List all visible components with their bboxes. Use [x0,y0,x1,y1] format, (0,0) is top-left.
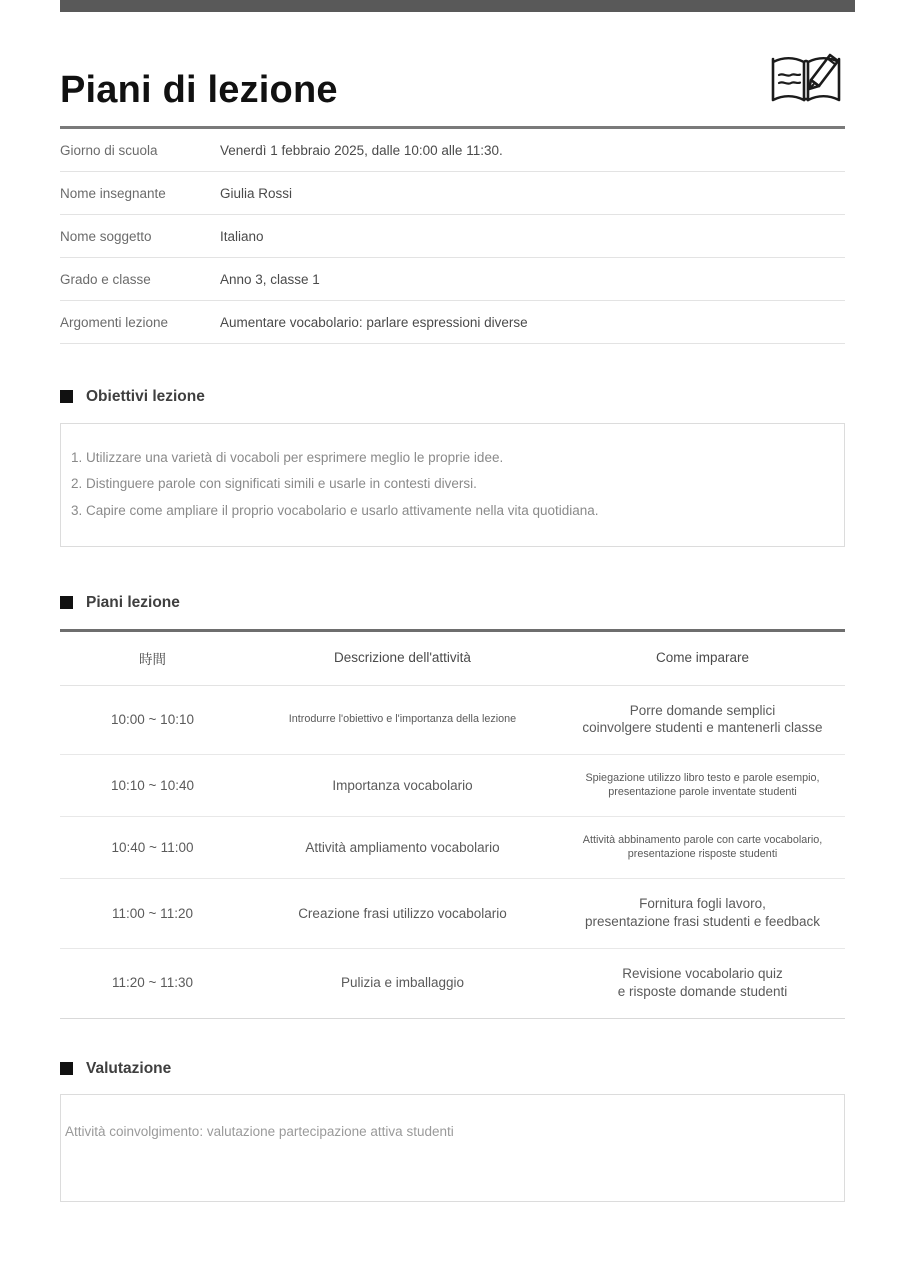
cell-time: 11:00 ~ 11:20 [60,879,245,949]
cell-time: 10:10 ~ 10:40 [60,755,245,817]
cell-time: 10:40 ~ 11:00 [60,817,245,879]
cell-time: 11:20 ~ 11:30 [60,949,245,1019]
table-row [60,258,845,301]
table-row [60,685,845,755]
lesson-plans-table [60,629,845,1019]
cell-description: Attività ampliamento vocabolario [245,817,560,879]
table-row [60,879,845,949]
lesson-plans-section [0,595,905,1019]
cell-description: Creazione frasi utilizzo vocabolario [245,879,560,949]
info-label-subject-name: Nome soggetto [60,229,152,244]
evaluation-box[interactable] [60,1094,845,1202]
square-bullet-icon [60,596,73,609]
objective-item: 2. Distinguere parole con significati simili e usarle in contesti diversi. [71,476,477,492]
cell-learning: Revisione vocabolario quiz e risposte domande studenti [560,949,845,1019]
table-row [60,172,845,215]
cell-description: Pulizia e imballaggio [245,949,560,1019]
info-label-lesson-topics: Argomenti lezione [60,315,169,330]
book-pencil-icon [767,42,845,110]
document-header [60,0,845,126]
table-row [60,755,845,817]
info-value-lesson-topics: Aumentare vocabolario: parlare espressioni diverse [220,315,528,330]
info-label-grade-class: Grado e classe [60,272,151,287]
objectives-heading: Obiettivi lezione [86,388,205,405]
column-header-time: 時間 [60,630,245,685]
table-row [60,129,845,172]
objectives-section-header [60,389,845,405]
cell-description: Importanza vocabolario [245,755,560,817]
table-row [60,949,845,1019]
info-value-school-day: Venerdì 1 febbraio 2025, dalle 10:00 alle 11:30. [220,143,503,158]
lesson-info-table [60,129,845,344]
table-row [60,215,845,258]
table-row [60,817,845,879]
info-value-subject-name: Italiano [220,229,264,244]
plans-section-header [60,595,845,611]
plans-heading: Piani lezione [86,594,180,612]
evaluation-heading: Valutazione [86,1059,172,1077]
cell-learning: Spiegazione utilizzo libro testo e parole esempio, presentazione parole inventate studenti [560,755,845,817]
page-title: Piani di lezione [60,69,338,112]
cell-time: 10:00 ~ 10:10 [60,685,245,755]
square-bullet-icon [60,1062,73,1075]
objective-item: 3. Capire come ampliare il proprio vocabolario e usarlo attivamente nella vita quotidiana. [71,503,599,519]
evaluation-section [0,1061,905,1203]
table-header-row [60,630,845,685]
cell-learning: Attività abbinamento parole con carte vocabolario, presentazione risposte studenti [560,817,845,879]
cell-description: Introdurre l'obiettivo e l'importanza della lezione [245,685,560,755]
cell-learning: Porre domande semplici coinvolgere studenti e mantenerli classe [560,685,845,755]
column-header-learning: Come imparare [560,630,845,685]
column-header-description: Descrizione dell'attività [245,630,560,685]
objectives-box [60,423,845,548]
objectives-section [0,389,905,547]
evaluation-section-header [60,1061,845,1077]
objective-item: 1. Utilizzare una varietà di vocaboli per esprimere meglio le proprie idee. [71,449,504,465]
info-value-teacher-name: Giulia Rossi [220,186,293,201]
square-bullet-icon [60,390,73,403]
info-label-teacher-name: Nome insegnante [60,186,166,201]
info-value-grade-class: Anno 3, classe 1 [220,272,320,287]
info-label-school-day: Giorno di scuola [60,143,158,158]
cell-learning: Fornitura fogli lavoro, presentazione frasi studenti e feedback [560,879,845,949]
table-row [60,301,845,344]
evaluation-text: Attività coinvolgimento: valutazione partecipazione attiva studenti [65,1124,454,1140]
